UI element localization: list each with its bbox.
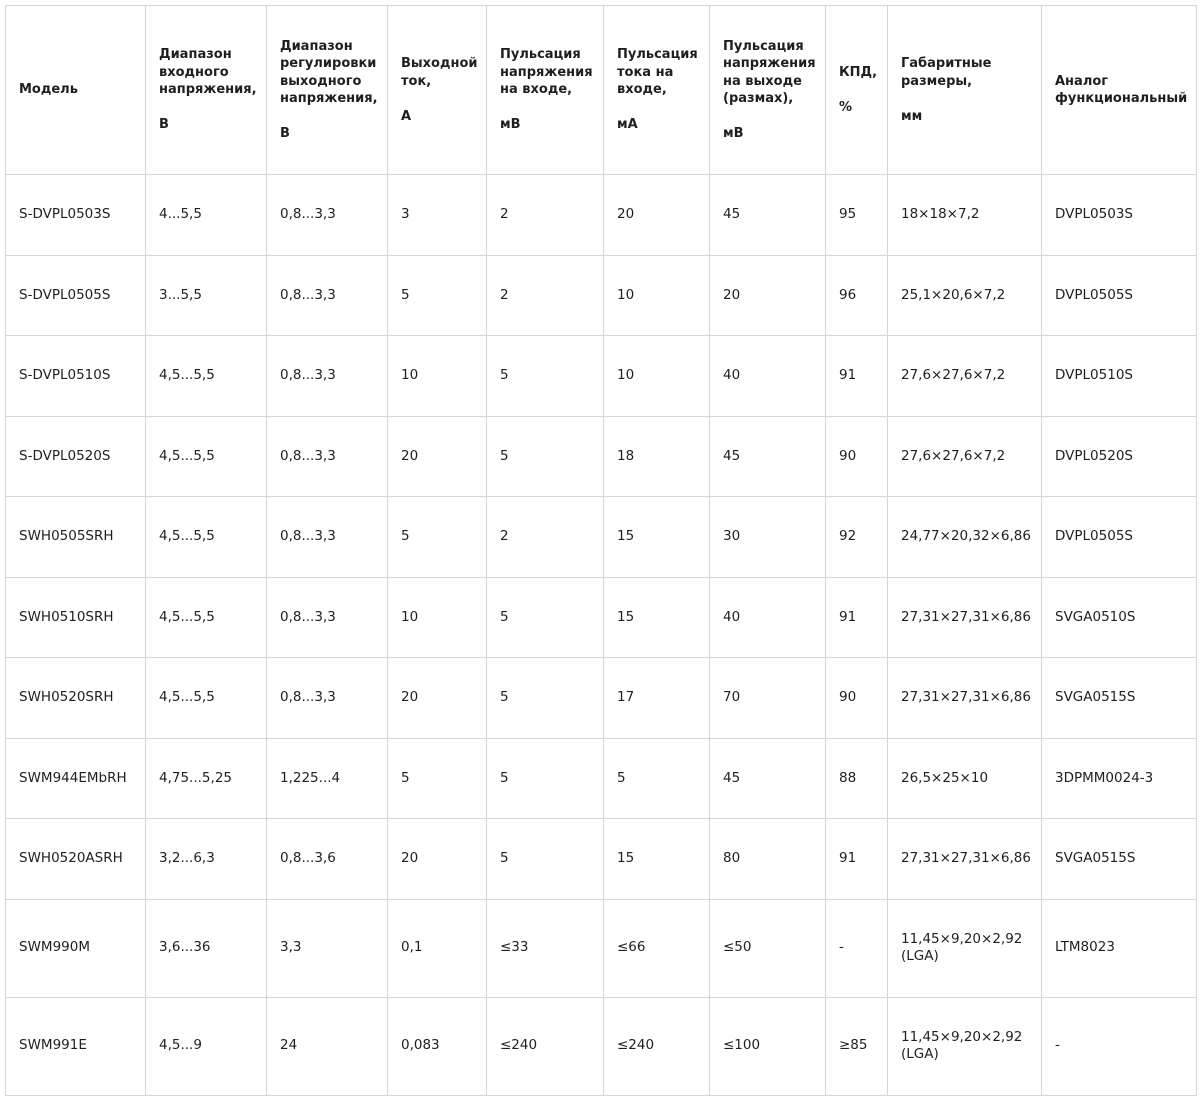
cell-input-current-ripple (604, 577, 710, 658)
cell-value: 5 (500, 689, 509, 705)
cell-model (6, 255, 146, 336)
cell-input-current-ripple (604, 899, 710, 997)
cell-model (6, 819, 146, 900)
cell-analog (1042, 497, 1197, 578)
cell-model (6, 175, 146, 256)
cell-output-current (388, 819, 487, 900)
cell-output-current (388, 997, 487, 1095)
cell-value: SVGA0510S (1055, 608, 1136, 625)
cell-dimensions (888, 577, 1042, 658)
header-label: Диапазон входного напряжения, В (159, 47, 257, 133)
cell-efficiency (826, 255, 888, 336)
cell-analog (1042, 899, 1197, 997)
cell-value: 90 (839, 689, 857, 705)
table-header (6, 6, 1197, 175)
cell-value: 15 (617, 608, 635, 625)
cell-analog (1042, 336, 1197, 417)
table-row (6, 899, 1197, 997)
cell-value: LTM8023 (1055, 939, 1115, 956)
cell-value: 5 (401, 528, 410, 544)
cell-dimensions (888, 497, 1042, 578)
table-row (6, 738, 1197, 819)
table-row (6, 658, 1197, 739)
header-label: Модель (19, 82, 78, 98)
header-label: КПД, % (839, 64, 878, 115)
cell-value: 5 (401, 769, 410, 786)
cell-value: S-DVPL0510S (19, 367, 111, 383)
cell-value: 25,1×20,6×7,2 (901, 286, 1006, 303)
cell-efficiency (826, 658, 888, 739)
cell-value: 0,8...3,3 (280, 689, 336, 705)
cell-analog (1042, 255, 1197, 336)
cell-output-adjust (267, 738, 388, 819)
cell-value: 90 (839, 447, 857, 464)
cell-dimensions (888, 658, 1042, 739)
cell-efficiency (826, 738, 888, 819)
cell-output-voltage-ripple (710, 416, 826, 497)
cell-value: 91 (839, 850, 857, 866)
cell-output-voltage-ripple (710, 899, 826, 997)
cell-efficiency (826, 819, 888, 900)
cell-value: SWH0505SRH (19, 528, 114, 544)
cell-input-voltage-ripple (487, 255, 604, 336)
cell-output-adjust (267, 819, 388, 900)
header-label: Выходной ток, А (401, 56, 478, 124)
cell-value: 15 (617, 528, 635, 544)
cell-value: DVPL0503S (1055, 206, 1133, 222)
cell-value: - (839, 939, 844, 956)
cell-value: 27,6×27,6×7,2 (901, 367, 1006, 383)
cell-value: 18 (617, 447, 635, 464)
cell-efficiency (826, 416, 888, 497)
cell-value: 0,8...3,3 (280, 608, 336, 625)
cell-value: 96 (839, 286, 857, 303)
cell-output-adjust (267, 497, 388, 578)
cell-output-voltage-ripple (710, 819, 826, 900)
cell-input-voltage-ripple (487, 997, 604, 1095)
table-row (6, 416, 1197, 497)
cell-output-adjust (267, 336, 388, 417)
cell-output-current (388, 738, 487, 819)
cell-value: 0,8...3,3 (280, 528, 336, 544)
cell-input-current-ripple (604, 738, 710, 819)
cell-input-voltage-ripple (487, 416, 604, 497)
cell-input-voltage-ripple (487, 336, 604, 417)
cell-output-adjust (267, 899, 388, 997)
cell-dimensions (888, 899, 1042, 997)
cell-output-adjust (267, 255, 388, 336)
cell-value: 45 (723, 769, 741, 786)
cell-efficiency (826, 577, 888, 658)
cell-output-voltage-ripple (710, 658, 826, 739)
cell-value: ≤33 (500, 939, 529, 956)
cell-input-voltage (146, 658, 267, 739)
cell-output-current (388, 658, 487, 739)
cell-dimensions (888, 175, 1042, 256)
specs-table (5, 5, 1197, 1096)
table-row (6, 336, 1197, 417)
header-label: Пульсация напряжения на входе, мВ (500, 47, 593, 133)
cell-value: 4,5...5,5 (159, 447, 215, 464)
cell-value: 2 (500, 206, 509, 222)
cell-dimensions (888, 738, 1042, 819)
cell-value: 45 (723, 447, 741, 464)
cell-value: ≤50 (723, 939, 752, 956)
cell-output-current (388, 899, 487, 997)
header-label: Пульсация напряжения на выходе (размах), мВ (723, 38, 816, 141)
cell-analog (1042, 819, 1197, 900)
cell-input-current-ripple (604, 416, 710, 497)
cell-value: 26,5×25×10 (901, 769, 989, 786)
cell-input-voltage (146, 416, 267, 497)
cell-value: 91 (839, 367, 857, 383)
cell-input-current-ripple (604, 997, 710, 1095)
cell-output-voltage-ripple (710, 497, 826, 578)
cell-value: 5 (401, 286, 410, 303)
cell-value: 20 (401, 850, 419, 866)
cell-input-current-ripple (604, 497, 710, 578)
cell-value: 10 (401, 608, 419, 625)
cell-input-voltage (146, 899, 267, 997)
cell-value: 0,8...3,6 (280, 850, 336, 866)
cell-output-current (388, 175, 487, 256)
cell-value: 4,5...5,5 (159, 689, 215, 705)
cell-value: SWH0520ASRH (19, 850, 123, 866)
cell-value: 0,8...3,3 (280, 286, 336, 303)
cell-input-current-ripple (604, 819, 710, 900)
cell-input-current-ripple (604, 255, 710, 336)
cell-output-voltage-ripple (710, 738, 826, 819)
cell-input-voltage-ripple (487, 497, 604, 578)
cell-value: 30 (723, 528, 741, 544)
cell-value: 4,5...5,5 (159, 608, 215, 625)
cell-value: 15 (617, 850, 635, 866)
cell-analog (1042, 577, 1197, 658)
table-row (6, 577, 1197, 658)
header-output-adjust-range (267, 6, 388, 175)
header-output-voltage-ripple (710, 6, 826, 175)
cell-value: 0,8...3,3 (280, 206, 336, 222)
cell-value: 1,225...4 (280, 769, 341, 786)
cell-value: 3,2...6,3 (159, 850, 215, 866)
cell-analog (1042, 738, 1197, 819)
cell-output-adjust (267, 997, 388, 1095)
cell-value: 80 (723, 850, 741, 866)
table-row (6, 497, 1197, 578)
cell-value: 11,45×9,20×2,92 (LGA) (901, 1028, 1023, 1062)
cell-value: 24,77×20,32×6,86 (901, 528, 1031, 544)
cell-value: 3DPMM0024-3 (1055, 769, 1154, 786)
cell-value: 0,8...3,3 (280, 447, 336, 464)
cell-input-voltage-ripple (487, 577, 604, 658)
header-dimensions (888, 6, 1042, 175)
cell-value: 27,31×27,31×6,86 (901, 689, 1031, 705)
cell-value: 20 (401, 689, 419, 705)
cell-input-current-ripple (604, 336, 710, 417)
cell-input-voltage (146, 175, 267, 256)
cell-efficiency (826, 497, 888, 578)
cell-input-voltage (146, 577, 267, 658)
cell-value: S-DVPL0520S (19, 447, 111, 464)
cell-value: 4,75...5,25 (159, 769, 232, 786)
table-row (6, 819, 1197, 900)
cell-value: S-DVPL0503S (19, 206, 111, 222)
cell-value: 18×18×7,2 (901, 206, 980, 222)
table-row (6, 175, 1197, 256)
cell-value: 3,3 (280, 939, 302, 956)
cell-value: 5 (617, 769, 626, 786)
cell-value: 11,45×9,20×2,92 (LGA) (901, 930, 1023, 964)
cell-value: 0,8...3,3 (280, 367, 336, 383)
cell-value: 27,31×27,31×6,86 (901, 608, 1031, 625)
cell-value: 4...5,5 (159, 206, 202, 222)
table-row (6, 997, 1197, 1095)
cell-model (6, 997, 146, 1095)
cell-input-voltage (146, 336, 267, 417)
cell-value: DVPL0505S (1055, 286, 1133, 303)
cell-value: 3 (401, 206, 410, 222)
cell-input-voltage (146, 997, 267, 1095)
cell-efficiency (826, 997, 888, 1095)
cell-output-current (388, 255, 487, 336)
cell-value: DVPL0510S (1055, 367, 1133, 383)
cell-value: SWM991E (19, 1037, 87, 1054)
cell-value: 20 (401, 447, 419, 464)
header-input-voltage-range (146, 6, 267, 175)
cell-value: 91 (839, 608, 857, 625)
cell-output-voltage-ripple (710, 255, 826, 336)
cell-model (6, 497, 146, 578)
table-row (6, 255, 1197, 336)
header-label: Диапазон регулировки выходного напряжения, В (280, 38, 378, 141)
cell-dimensions (888, 336, 1042, 417)
cell-input-voltage (146, 255, 267, 336)
cell-model (6, 899, 146, 997)
cell-input-voltage-ripple (487, 899, 604, 997)
cell-value: ≤66 (617, 939, 646, 956)
cell-input-voltage-ripple (487, 738, 604, 819)
cell-value: 24 (280, 1037, 298, 1054)
cell-dimensions (888, 416, 1042, 497)
cell-input-current-ripple (604, 658, 710, 739)
cell-output-current (388, 336, 487, 417)
cell-value: 0,083 (401, 1037, 440, 1054)
cell-value: 27,31×27,31×6,86 (901, 850, 1031, 866)
cell-value: DVPL0505S (1055, 528, 1133, 544)
cell-value: 45 (723, 206, 741, 222)
cell-model (6, 577, 146, 658)
cell-value: 5 (500, 367, 509, 383)
cell-value: 10 (617, 367, 635, 383)
cell-output-current (388, 577, 487, 658)
cell-input-voltage-ripple (487, 658, 604, 739)
cell-value: 4,5...5,5 (159, 367, 215, 383)
cell-value: 3,6...36 (159, 939, 211, 956)
header-input-current-ripple (604, 6, 710, 175)
header-analog (1042, 6, 1197, 175)
cell-value: - (1055, 1037, 1060, 1054)
cell-input-voltage (146, 819, 267, 900)
cell-value: SWH0510SRH (19, 608, 114, 625)
cell-value: 92 (839, 528, 857, 544)
table-body (6, 175, 1197, 1096)
cell-value: 10 (617, 286, 635, 303)
cell-output-voltage-ripple (710, 577, 826, 658)
cell-value: 40 (723, 608, 741, 625)
cell-dimensions (888, 997, 1042, 1095)
cell-model (6, 738, 146, 819)
header-efficiency (826, 6, 888, 175)
cell-value: 10 (401, 367, 419, 383)
header-input-voltage-ripple (487, 6, 604, 175)
cell-value: ≤240 (500, 1037, 538, 1054)
cell-output-adjust (267, 658, 388, 739)
cell-value: SVGA0515S (1055, 850, 1136, 866)
cell-value: 5 (500, 608, 509, 625)
cell-value: 70 (723, 689, 741, 705)
cell-analog (1042, 175, 1197, 256)
cell-output-adjust (267, 416, 388, 497)
cell-model (6, 416, 146, 497)
cell-value: ≤100 (723, 1037, 761, 1054)
cell-value: 2 (500, 528, 509, 544)
cell-output-adjust (267, 175, 388, 256)
cell-input-voltage (146, 497, 267, 578)
cell-model (6, 336, 146, 417)
cell-value: 4,5...5,5 (159, 528, 215, 544)
cell-value: 2 (500, 286, 509, 303)
cell-output-current (388, 497, 487, 578)
cell-value: SVGA0515S (1055, 689, 1136, 705)
cell-analog (1042, 416, 1197, 497)
cell-input-voltage (146, 738, 267, 819)
header-model (6, 6, 146, 175)
cell-output-voltage-ripple (710, 175, 826, 256)
header-label: Пульсация тока на входе, мА (617, 47, 698, 133)
cell-analog (1042, 658, 1197, 739)
cell-value: S-DVPL0505S (19, 286, 111, 303)
cell-output-voltage-ripple (710, 336, 826, 417)
header-row (6, 6, 1197, 175)
cell-value: 3...5,5 (159, 286, 202, 303)
cell-value: 95 (839, 206, 857, 222)
cell-output-current (388, 416, 487, 497)
cell-value: 5 (500, 850, 509, 866)
cell-efficiency (826, 899, 888, 997)
cell-value: 5 (500, 769, 509, 786)
header-label: Габаритные размеры, мм (901, 56, 992, 124)
cell-value: 0,1 (401, 939, 423, 956)
cell-dimensions (888, 255, 1042, 336)
cell-value: 5 (500, 447, 509, 464)
cell-value: 27,6×27,6×7,2 (901, 447, 1006, 464)
cell-output-voltage-ripple (710, 997, 826, 1095)
header-label: Аналог функциональный (1055, 73, 1188, 106)
cell-value: 88 (839, 769, 857, 786)
cell-dimensions (888, 819, 1042, 900)
cell-value: ≤240 (617, 1037, 655, 1054)
cell-value: 17 (617, 689, 635, 705)
cell-value: SWH0520SRH (19, 689, 114, 705)
cell-input-current-ripple (604, 175, 710, 256)
cell-value: SWM944EMbRH (19, 769, 127, 786)
cell-value: SWM990M (19, 939, 90, 956)
cell-value: 20 (617, 206, 635, 222)
header-output-current (388, 6, 487, 175)
cell-value: 4,5...9 (159, 1037, 202, 1054)
cell-input-voltage-ripple (487, 175, 604, 256)
cell-input-voltage-ripple (487, 819, 604, 900)
cell-model (6, 658, 146, 739)
cell-value: 40 (723, 367, 741, 383)
cell-efficiency (826, 175, 888, 256)
cell-analog (1042, 997, 1197, 1095)
cell-value: ≥85 (839, 1037, 868, 1054)
cell-output-adjust (267, 577, 388, 658)
cell-efficiency (826, 336, 888, 417)
cell-value: DVPL0520S (1055, 447, 1133, 464)
cell-value: 20 (723, 286, 741, 303)
